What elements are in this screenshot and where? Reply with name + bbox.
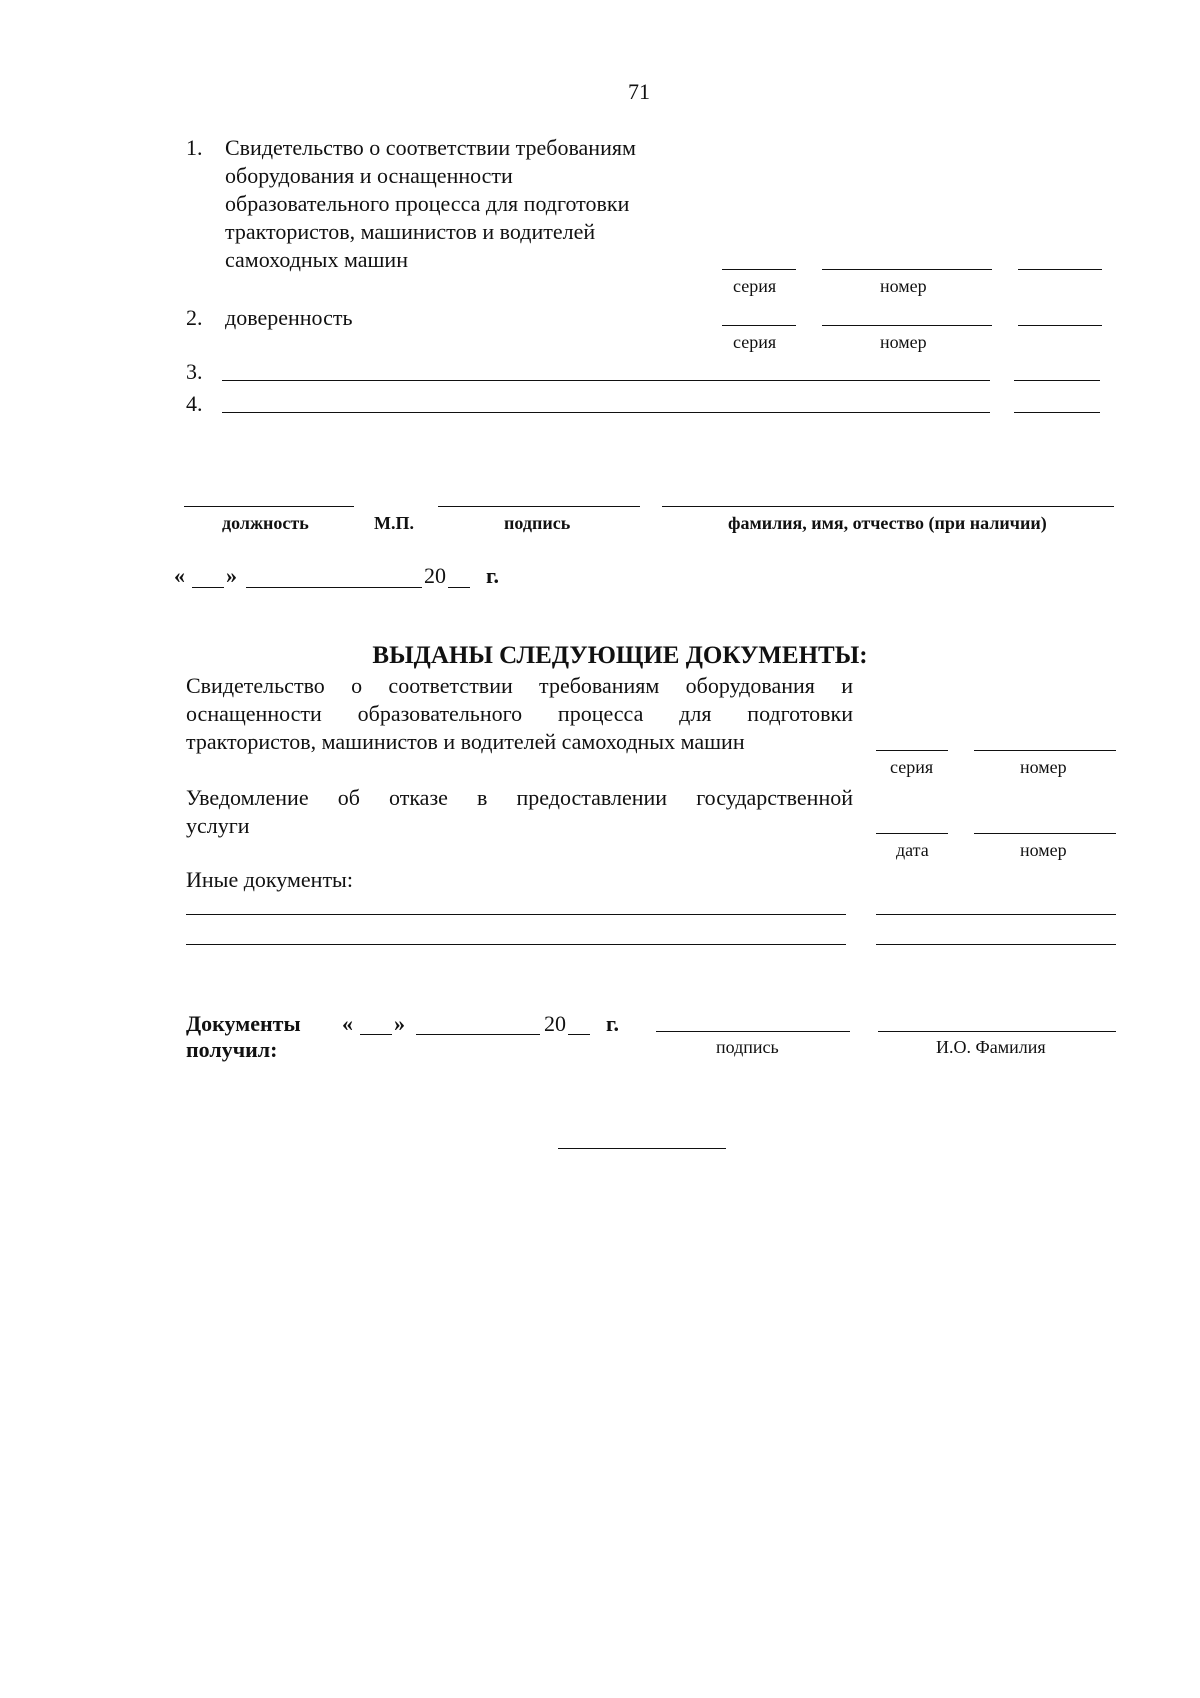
date-year-prefix: 20 xyxy=(424,563,446,588)
other-documents-extra-field-2[interactable] xyxy=(876,944,1116,945)
issued-certificate-number-field[interactable] xyxy=(974,750,1116,751)
item-1-number: 1. xyxy=(186,135,203,160)
receipt-signature-label: подпись xyxy=(716,1037,779,1057)
receipt-year-suffix: г. xyxy=(606,1011,620,1036)
receipt-year-field[interactable] xyxy=(568,1034,590,1035)
item-3-extra-field[interactable] xyxy=(1014,380,1100,381)
refusal-number-field[interactable] xyxy=(974,833,1116,834)
page-number: 71 xyxy=(628,79,650,104)
item-1-line-5: самоходных машин xyxy=(225,247,408,272)
item-3-text-field[interactable] xyxy=(222,380,990,381)
item-1-number-label: номер xyxy=(880,276,927,296)
item-1-line-4: трактористов, машинистов и водителей xyxy=(225,219,596,244)
receipt-month-field[interactable] xyxy=(416,1034,540,1035)
receipt-year-prefix: 20 xyxy=(544,1011,566,1036)
item-4-number: 4. xyxy=(186,391,203,416)
item-2-number: 2. xyxy=(186,305,203,330)
other-documents-field-1[interactable] xyxy=(186,914,846,915)
item-4-text-field[interactable] xyxy=(222,412,990,413)
item-2-date-field[interactable] xyxy=(1018,325,1102,326)
signature-label: подпись xyxy=(504,513,571,533)
item-4-extra-field[interactable] xyxy=(1014,412,1100,413)
position-field[interactable] xyxy=(184,506,354,507)
issued-certificate-series-field[interactable] xyxy=(876,750,948,751)
issued-certificate-line-1: Свидетельство о соответствии требованиям оборудования и xyxy=(186,673,853,698)
item-1-date-field[interactable] xyxy=(1018,269,1102,270)
item-2-number-label: номер xyxy=(880,332,927,352)
receipt-name-label: И.О. Фамилия xyxy=(936,1037,1046,1057)
refusal-date-field[interactable] xyxy=(876,833,948,834)
other-documents-extra-field-1[interactable] xyxy=(876,914,1116,915)
other-documents-field-2[interactable] xyxy=(186,944,846,945)
date-month-field[interactable] xyxy=(246,587,422,588)
issued-certificate-number-label: номер xyxy=(1020,757,1067,777)
full-name-label: фамилия, имя, отчество (при наличии) xyxy=(728,513,1047,533)
item-1-line-2: оборудования и оснащенности xyxy=(225,163,513,188)
end-separator xyxy=(558,1148,726,1149)
date-year-suffix: г. xyxy=(486,563,500,588)
position-label: должность xyxy=(222,513,309,533)
date-year-field[interactable] xyxy=(448,587,470,588)
receipt-label-line-2: получил: xyxy=(186,1037,278,1062)
issued-heading: ВЫДАНЫ СЛЕДУЮЩИЕ ДОКУМЕНТЫ: xyxy=(372,642,868,669)
receipt-name-field[interactable] xyxy=(878,1031,1116,1032)
receipt-close-quote: » xyxy=(394,1011,405,1036)
date-close-quote: » xyxy=(226,563,237,588)
item-1-line-3: образовательного процесса для подготовки xyxy=(225,191,630,216)
item-1-series-field[interactable] xyxy=(722,269,796,270)
full-name-field[interactable] xyxy=(662,506,1114,507)
refusal-date-label: дата xyxy=(896,840,929,860)
other-documents-label: Иные документы: xyxy=(186,867,353,892)
receipt-day-field[interactable] xyxy=(360,1034,392,1035)
refusal-number-label: номер xyxy=(1020,840,1067,860)
item-2-series-label: серия xyxy=(733,332,777,352)
date-open-quote: « xyxy=(174,563,185,588)
stamp-label: М.П. xyxy=(374,513,414,533)
signature-field[interactable] xyxy=(438,506,640,507)
item-1-line-1: Свидетельство о соответствии требованиям xyxy=(225,135,636,160)
issued-certificate-line-3: трактористов, машинистов и водителей самоходных машин xyxy=(186,729,745,754)
item-2-number-field[interactable] xyxy=(822,325,992,326)
item-1-series-label: серия xyxy=(733,276,777,296)
item-1-number-field[interactable] xyxy=(822,269,992,270)
item-2-text: доверенность xyxy=(225,305,353,330)
item-3-number: 3. xyxy=(186,359,203,384)
receipt-signature-field[interactable] xyxy=(656,1031,850,1032)
issued-certificate-line-2: оснащенности образовательного процесса для подготовки xyxy=(186,701,853,726)
issued-certificate-series-label: серия xyxy=(890,757,934,777)
receipt-label-line-1: Документы xyxy=(186,1011,301,1036)
receipt-open-quote: « xyxy=(342,1011,353,1036)
refusal-line-2: услуги xyxy=(186,813,250,838)
refusal-line-1: Уведомление об отказе в предоставлении государственной xyxy=(186,785,853,810)
date-day-field[interactable] xyxy=(192,587,224,588)
item-2-series-field[interactable] xyxy=(722,325,796,326)
